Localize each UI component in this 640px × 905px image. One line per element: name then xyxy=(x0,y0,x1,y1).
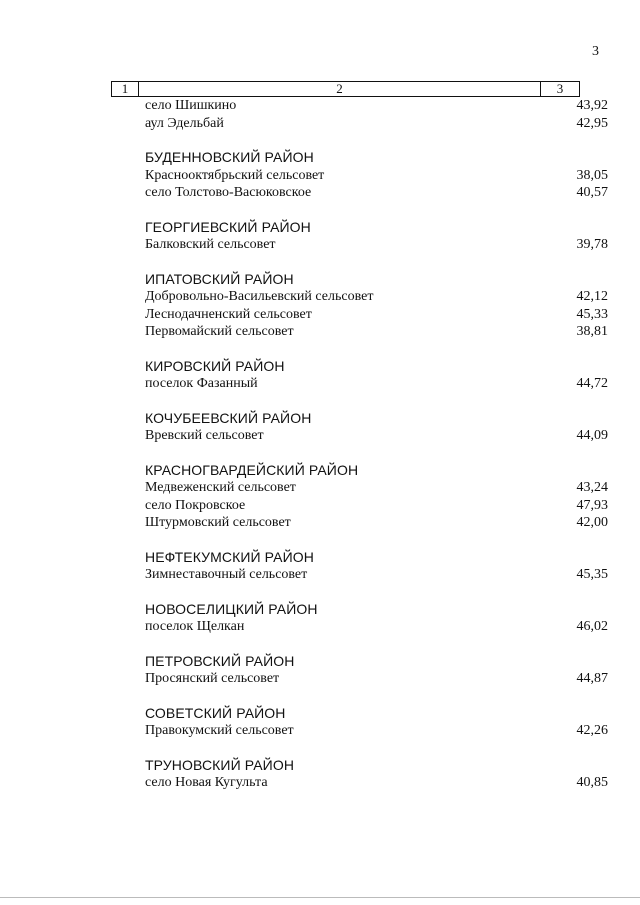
table-row xyxy=(145,566,608,584)
settlement-value: 38,05 xyxy=(576,167,608,183)
settlement-name: село Толстово-Васюковское xyxy=(145,185,312,200)
table-row xyxy=(145,722,608,740)
settlement-value: 38,81 xyxy=(576,324,608,339)
settlement-name: аул Эдельбай xyxy=(145,115,224,131)
settlement-name: Добровольно-Васильевский сельсовет xyxy=(145,289,374,304)
table-row xyxy=(145,479,608,497)
district-heading: ГЕОРГИЕВСКИЙ РАЙОН xyxy=(145,218,311,235)
settlement-value: 44,09 xyxy=(576,428,608,443)
district-heading: КОЧУБЕЕВСКИЙ РАЙОН xyxy=(145,409,312,426)
settlement-name: поселок Фазанный xyxy=(145,376,258,391)
settlement-name: Медвеженский сельсовет xyxy=(145,480,296,495)
settlement-name: Балковский сельсовет xyxy=(145,237,276,252)
header-col-2: 2 xyxy=(139,82,541,96)
table-row xyxy=(145,97,608,115)
settlement-value: 46,02 xyxy=(576,619,608,634)
settlement-name: Зимнеставочный сельсовет xyxy=(145,567,308,582)
settlement-value: 45,33 xyxy=(576,306,608,322)
page-bottom-edge xyxy=(0,897,640,898)
settlement-value: 43,92 xyxy=(576,98,608,113)
table-row xyxy=(145,115,608,133)
settlement-value: 42,12 xyxy=(576,289,608,304)
settlement-name: Правокумский сельсовет xyxy=(145,723,294,738)
settlement-value: 40,85 xyxy=(576,775,608,790)
district-heading: КИРОВСКИЙ РАЙОН xyxy=(145,357,285,374)
settlement-name: Вревский сельсовет xyxy=(145,428,264,443)
table-row xyxy=(145,375,608,393)
district-heading: КРАСНОГВАРДЕЙСКИЙ РАЙОН xyxy=(145,461,359,478)
table-row xyxy=(145,618,608,636)
settlement-name: Первомайский сельсовет xyxy=(145,324,294,339)
settlement-value: 42,95 xyxy=(576,115,608,131)
settlement-value: 39,78 xyxy=(576,237,608,252)
settlement-value: 42,26 xyxy=(576,723,608,738)
table-row xyxy=(145,774,608,792)
table-row xyxy=(145,323,608,341)
district-heading: ПЕТРОВСКИЙ РАЙОН xyxy=(145,652,295,669)
table-row xyxy=(145,514,608,532)
settlement-value: 44,72 xyxy=(576,376,608,391)
settlement-value: 42,00 xyxy=(576,515,608,530)
table-header xyxy=(111,81,580,97)
table-row xyxy=(145,236,608,254)
settlement-value: 43,24 xyxy=(576,480,608,495)
table-row xyxy=(145,288,608,306)
district-heading: ТРУНОВСКИЙ РАЙОН xyxy=(145,756,295,773)
settlement-value: 47,93 xyxy=(576,497,608,513)
settlement-name: Краснооктябрьский сельсовет xyxy=(145,167,325,183)
district-heading: ИПАТОВСКИЙ РАЙОН xyxy=(145,270,294,287)
page-number: 3 xyxy=(592,44,599,59)
header-col-1: 1 xyxy=(112,82,139,96)
table-row xyxy=(145,670,608,688)
settlement-name: село Новая Кугульта xyxy=(145,775,268,790)
settlement-value: 45,35 xyxy=(576,567,608,582)
district-heading: БУДЕННОВСКИЙ РАЙОН xyxy=(145,149,314,165)
document-body xyxy=(145,97,608,792)
settlement-name: Штурмовский сельсовет xyxy=(145,515,291,530)
district-heading: НОВОСЕЛИЦКИЙ РАЙОН xyxy=(145,600,318,617)
settlement-name: село Покровское xyxy=(145,497,246,513)
settlement-name: поселок Щелкан xyxy=(145,619,245,634)
table-row xyxy=(145,497,608,515)
settlement-name: село Шишкино xyxy=(145,98,237,113)
settlement-value: 40,57 xyxy=(576,185,608,200)
table-row xyxy=(145,184,608,202)
settlement-value: 44,87 xyxy=(576,671,608,686)
settlement-name: Леснодачненский сельсовет xyxy=(145,306,312,322)
district-heading: СОВЕТСКИЙ РАЙОН xyxy=(145,704,286,721)
table-row xyxy=(145,306,608,324)
settlement-name: Просянский сельсовет xyxy=(145,671,280,686)
table-row xyxy=(145,167,608,185)
table-row xyxy=(145,427,608,445)
district-heading: НЕФТЕКУМСКИЙ РАЙОН xyxy=(145,548,314,565)
header-col-3: 3 xyxy=(556,81,564,96)
